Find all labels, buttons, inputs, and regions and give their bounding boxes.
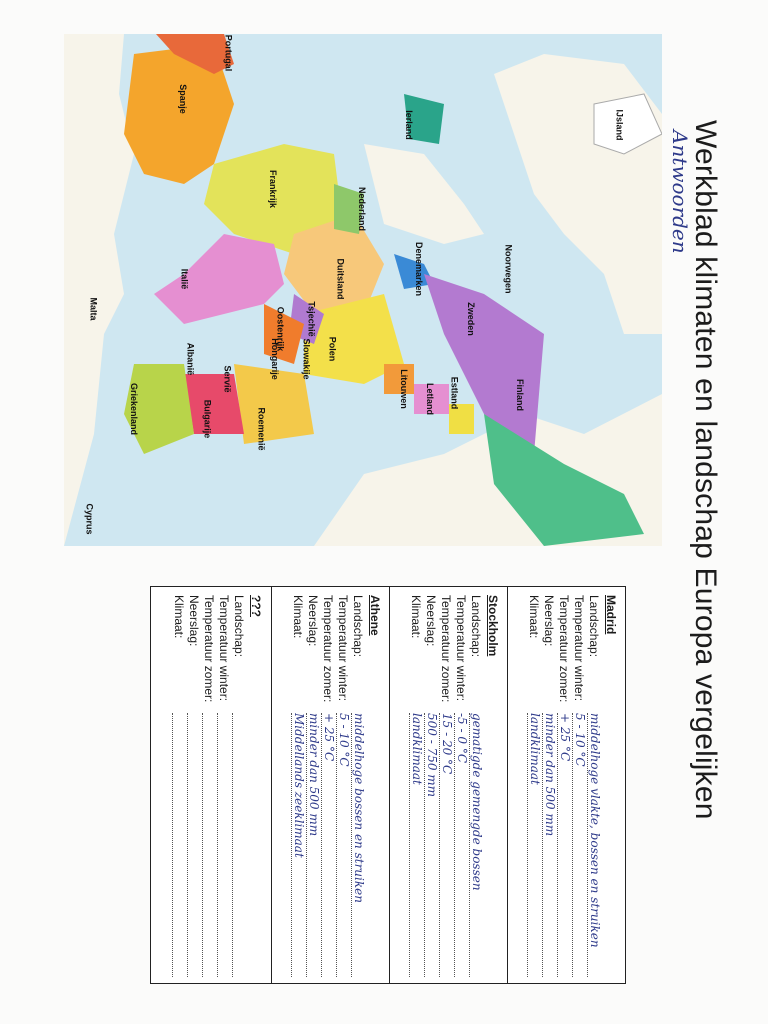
block-stockholm (389, 587, 508, 983)
label-roemenie: Roemenië (256, 407, 267, 451)
answer-neerslag[interactable] (187, 713, 202, 977)
answer-landschap[interactable]: gematigde gemengde bossen (469, 713, 484, 977)
label-winter: Temperatuur winter: (217, 595, 231, 702)
label-zomer: Temperatuur zomer: (557, 595, 571, 703)
answer-winter[interactable] (217, 713, 232, 977)
answer-zomer[interactable]: + 25 °C (557, 713, 572, 977)
europe-map (64, 34, 662, 546)
answer-neerslag[interactable]: minder dan 500 mm (542, 713, 557, 977)
label-ijsland: IJsland (614, 109, 625, 141)
label-klimaat: Klimaat: (172, 595, 186, 639)
label-zomer: Temperatuur zomer: (202, 595, 216, 703)
city-name: Stockholm (486, 595, 500, 657)
label-frankrijk: Frankrijk (268, 169, 279, 209)
label-litouwen: Litouwen (398, 369, 409, 409)
answer-landschap[interactable] (232, 713, 247, 977)
answer-sheet (150, 586, 626, 984)
map-shapes (64, 34, 662, 546)
label-neerslag: Neerslag: (306, 595, 320, 647)
label-polen: Polen (327, 336, 338, 362)
label-landschap: Landschap: (351, 595, 365, 658)
label-klimaat: Klimaat: (527, 595, 541, 639)
label-winter: Temperatuur winter: (572, 595, 586, 702)
label-hongarije: Hongarije (269, 338, 280, 380)
label-estland: Estland (449, 376, 460, 410)
label-klimaat: Klimaat: (291, 595, 305, 639)
label-zomer: Temperatuur zomer: (439, 595, 453, 703)
answer-winter[interactable]: -5 - 0 °C (454, 713, 469, 977)
label-letland: Letland (425, 382, 436, 416)
label-denemarken: Denemarken (414, 241, 425, 297)
label-nederland: Nederland (357, 186, 368, 232)
answer-neerslag[interactable]: 500 - 750 mm (424, 713, 439, 977)
city-name: Athene (368, 595, 382, 636)
answer-zomer[interactable]: 15 - 20 °C (439, 713, 454, 977)
block-athene (271, 587, 390, 983)
label-malta: Malta (88, 297, 99, 321)
label-neerslag: Neerslag: (187, 595, 201, 647)
label-zomer: Temperatuur zomer: (321, 595, 335, 703)
label-griekenland: Griekenland (129, 382, 140, 436)
label-zweden: Zweden (465, 302, 476, 336)
label-portugal: Portugal (223, 34, 234, 72)
answer-klimaat[interactable]: landklimaat (527, 713, 542, 977)
label-klimaat: Klimaat: (409, 595, 423, 639)
label-cyprus: Cyprus (84, 503, 95, 535)
label-winter: Temperatuur winter: (336, 595, 350, 702)
label-servie: Servië (222, 365, 233, 393)
label-winter: Temperatuur winter: (454, 595, 468, 702)
label-landschap: Landschap: (587, 595, 601, 658)
label-italie: Italië (179, 268, 190, 290)
handwritten-subtitle: Antwoorden (668, 130, 692, 254)
label-bulgarije: Bulgarije (202, 399, 213, 439)
label-neerslag: Neerslag: (424, 595, 438, 647)
answer-landschap[interactable]: middelhoge bossen en struiken (351, 713, 366, 977)
label-oostenrijk: Oostenrijk (275, 306, 286, 352)
label-landschap: Landschap: (232, 595, 246, 658)
answer-neerslag[interactable]: minder dan 500 mm (306, 713, 321, 977)
label-neerslag: Neerslag: (542, 595, 556, 647)
answer-landschap[interactable]: middelhoge vlakte, bossen en struiken (587, 713, 602, 977)
worksheet-title: Werkblad klimaten en landschap Europa vergelijken (689, 120, 722, 820)
answer-klimaat[interactable]: Middellands zeeklimaat (291, 713, 306, 977)
answer-winter[interactable]: 5 - 10 °C (572, 713, 587, 977)
label-spanje: Spanje (177, 84, 188, 114)
city-name: Madrid (604, 595, 618, 635)
label-ierland: Ierland (403, 110, 414, 140)
label-albanie: Albanië (185, 342, 196, 376)
label-duitsland: Duitsland (335, 258, 346, 300)
answer-klimaat[interactable]: landklimaat (409, 713, 424, 977)
city-name: ??? (249, 595, 263, 617)
label-landschap: Landschap: (469, 595, 483, 658)
label-slowakije: Slowakije (301, 338, 312, 380)
answer-winter[interactable]: 5 - 10 °C (336, 713, 351, 977)
block-unknown (151, 587, 271, 983)
answer-klimaat[interactable] (172, 713, 187, 977)
answer-zomer[interactable]: + 25 °C (321, 713, 336, 977)
label-finland: Finland (515, 379, 525, 411)
block-madrid (507, 587, 626, 983)
label-tsjechie: Tsjechië (306, 301, 317, 337)
label-noorwegen: Noorwegen (503, 244, 514, 294)
answer-zomer[interactable] (202, 713, 217, 977)
